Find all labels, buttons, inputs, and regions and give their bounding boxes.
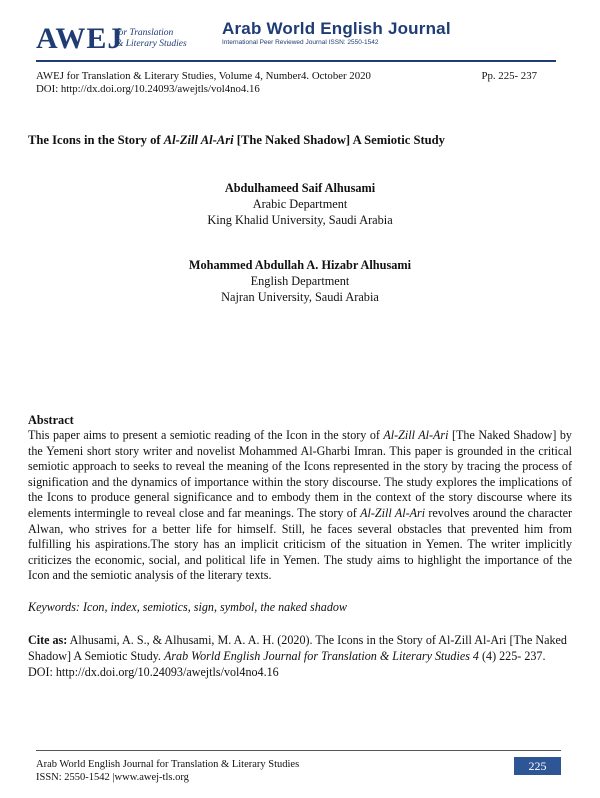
abstract-italic-2: Al-Zill Al-Ari — [360, 505, 426, 520]
title-part-2: [The Naked Shadow] A Semiotic Study — [233, 133, 445, 147]
abstract-text-2: [The Naked Shadow] by the Yemeni short story writer and novelist Mohammed Al-Gharbi Imran. This paper is grounded in the critical semiotic approach to seeks to reveal the meaning of the Icons represented in the story by tracing the process of signification and the dynamics of importance within the story discourse. The study explores the implications of the Icons to produce general significance and to embody them in the context of the story discourse where its elements intermingle to reveal close and far meanings. The story of — [28, 428, 572, 520]
cite-label: Cite as: — [28, 633, 68, 647]
journal-issn: International Peer Reviewed Journal ISSN: 2550-1542 — [222, 39, 379, 46]
keywords: Keywords: Icon, index, semiotics, sign, symbol, the naked shadow — [28, 600, 347, 614]
abstract-text-1: This paper aims to present a semiotic reading of the Icon in the story of — [28, 428, 384, 442]
title-italic: Al-Zill Al-Ari — [163, 133, 234, 147]
footer-divider — [36, 750, 561, 751]
citation-block — [28, 632, 572, 680]
paper-title — [28, 133, 578, 148]
author-name: Abdulhameed Saif Alhusami — [224, 181, 376, 195]
citation-header — [36, 70, 371, 96]
footer-issn: ISSN: 2550-1542 |www.awej-tls.org — [36, 772, 189, 783]
cite-journal: Arab World English Journal for Translation & Literary Studies 4 — [163, 649, 479, 663]
author-department: Arabic Department — [252, 197, 348, 211]
logo-subtitle-line-2: & Literary Studies — [116, 39, 187, 49]
journal-title: Arab World English Journal — [222, 19, 451, 38]
cite-text-2: (4) 225- 237. DOI: http://dx.doi.org/10.24093/awejtls/vol4no4.16 — [28, 649, 546, 679]
abstract-italic-1: Al-Zill Al-Ari — [383, 428, 449, 442]
logo-subtitle-line-1: for Translation — [116, 28, 174, 38]
footer-journal: Arab World English Journal for Translation & Literary Studies — [36, 759, 300, 770]
cite-text-1: Alhusami, A. S., & Alhusami, M. A. A. H. (2020). The Icons in the Story of Al-Zill Al-Ari [The Naked Shadow] A Semiotic Study. — [28, 633, 567, 663]
author-department: English Department — [250, 274, 350, 288]
page-number: 225 — [514, 757, 561, 775]
page-range: Pp. 225- 237 — [481, 70, 537, 82]
author-affiliation: Najran University, Saudi Arabia — [221, 290, 379, 304]
footer — [36, 758, 299, 784]
abstract-heading: Abstract — [28, 413, 74, 427]
abstract-body — [28, 428, 572, 584]
journal-logo-subtitle — [116, 28, 187, 50]
header-divider — [36, 60, 556, 62]
doi-link[interactable]: DOI: http://dx.doi.org/10.24093/awejtls/vol4no4.16 — [36, 83, 260, 95]
title-part-1: The Icons in the Story of — [28, 133, 164, 147]
journal-logo: AWEJ — [36, 22, 124, 55]
author-affiliation: King Khalid University, Saudi Arabia — [207, 213, 393, 227]
abstract-text-3: revolves around the character Alwan, who strives for a better life for himself. Still, he faces several obstacles that prevented him from fulfilling his aspirations.The story has an implicit criticism of the situation in Yemen. The writer implicitly criticizes the economic, social, and political life in Yemen. The study aims to highlight the importance of the Icon and the semiotic analysis of the literary texts. — [28, 505, 572, 583]
citation-line: AWEJ for Translation & Literary Studies, Volume 4, Number4. October 2020 — [36, 70, 371, 82]
author-name: Mohammed Abdullah A. Hizabr Alhusami — [188, 258, 412, 272]
author-block-1 — [0, 180, 600, 228]
author-block-2 — [0, 257, 600, 305]
